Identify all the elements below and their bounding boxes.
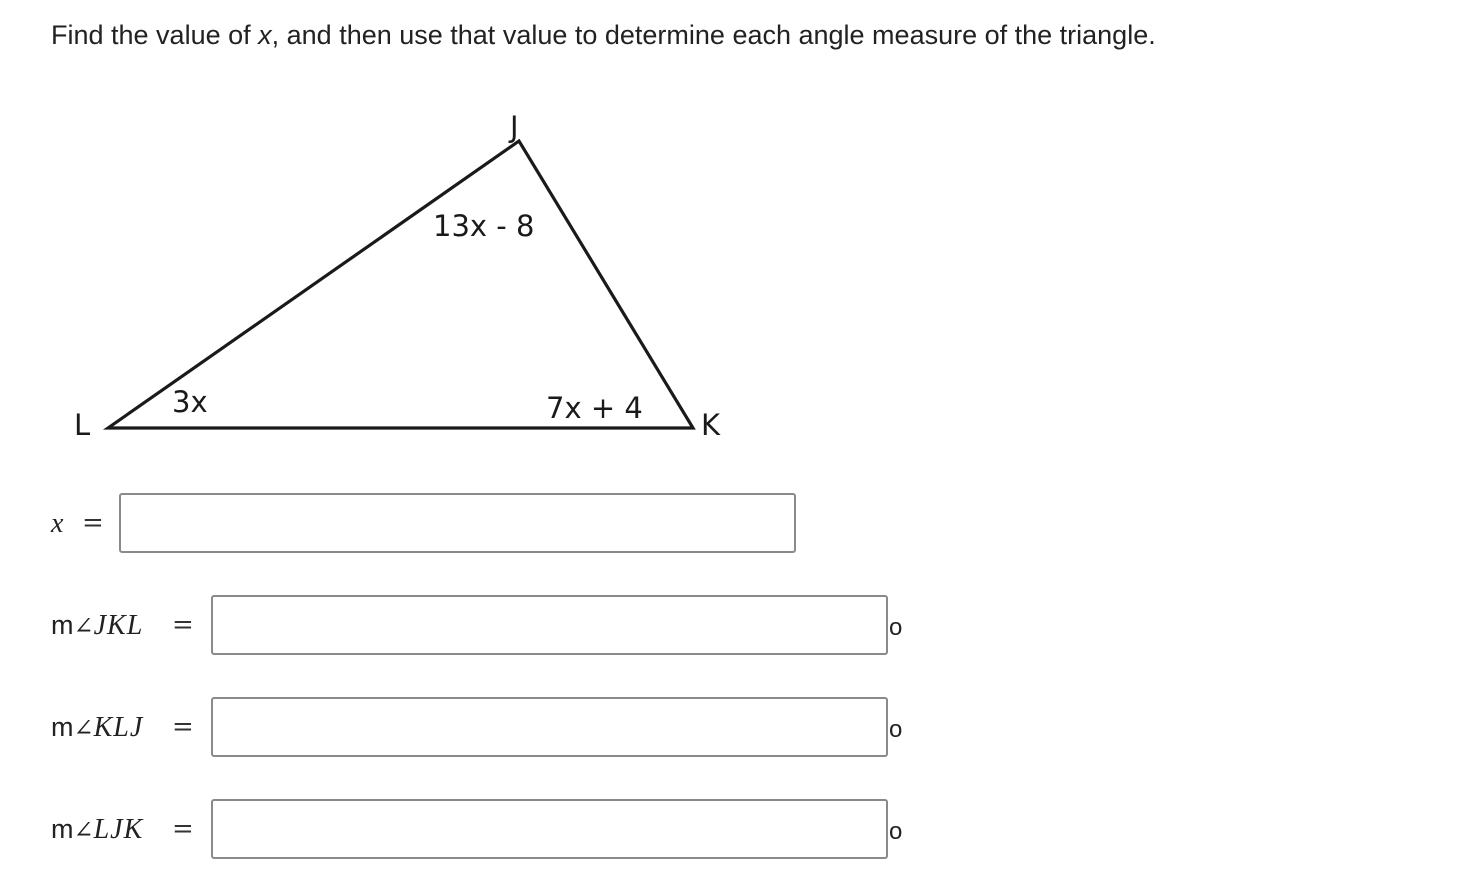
angle-jkl-label: [51, 595, 143, 655]
angle-klj-label: [51, 697, 143, 757]
vertex-label-l: L: [74, 408, 91, 442]
x-label: [51, 493, 64, 553]
angle-ljk-label: [51, 799, 143, 859]
x-variable: x: [51, 508, 65, 539]
measure-prefix: m: [51, 712, 74, 742]
degree-unit: o: [889, 818, 903, 845]
vertex-label-k: K: [701, 408, 721, 442]
x-input[interactable]: [119, 493, 796, 553]
x-equals-sign: =: [82, 508, 104, 538]
degree-unit: o: [889, 716, 903, 743]
angle-ljk-input[interactable]: [211, 799, 888, 859]
angle-jkl-input[interactable]: [211, 595, 888, 655]
angle-label-k: 7x + 4: [546, 391, 643, 425]
measure-prefix: m: [51, 814, 74, 844]
angle-name: KLJ: [93, 712, 144, 743]
angle-jkl-equals-sign: =: [172, 610, 194, 640]
angle-symbol: ∠: [73, 612, 94, 640]
angle-name: JKL: [93, 610, 144, 641]
angle-ljk-equals-sign: =: [172, 814, 194, 844]
degree-unit: o: [889, 614, 903, 641]
angle-symbol: ∠: [73, 714, 94, 742]
vertex-label-j: J: [510, 110, 519, 144]
question-text-before: Find the value of: [51, 20, 259, 50]
angle-label-j: 13x - 8: [433, 209, 535, 243]
angle-name: LJK: [93, 814, 144, 845]
question-variable: x: [258, 20, 272, 50]
angle-klj-input[interactable]: [211, 697, 888, 757]
measure-prefix: m: [51, 610, 74, 640]
angle-label-l: 3x: [172, 385, 208, 419]
angle-klj-equals-sign: =: [172, 712, 194, 742]
question-text-after: , and then use that value to determine each angle measure of the triangle.: [271, 20, 1156, 50]
angle-symbol: ∠: [73, 816, 94, 844]
